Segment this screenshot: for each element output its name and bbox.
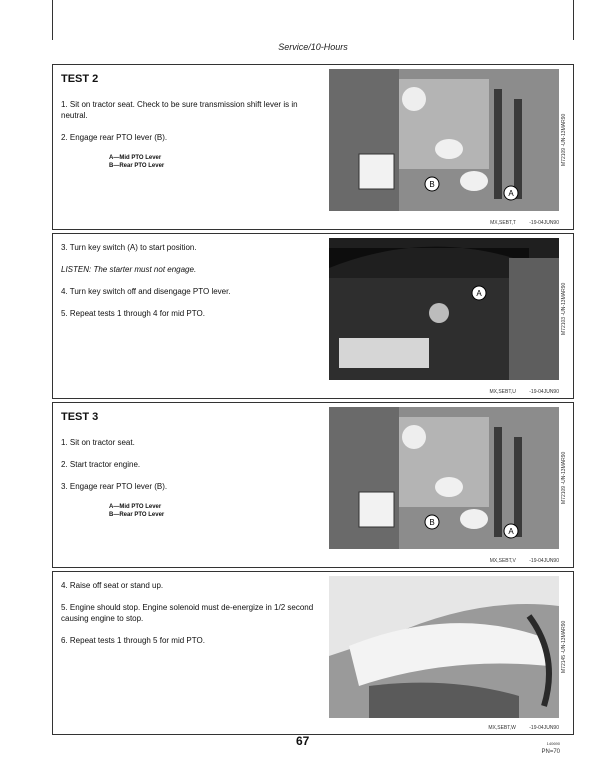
test2-panel-1 bbox=[52, 64, 574, 230]
photo-caption bbox=[478, 558, 559, 564]
page-left-rule bbox=[52, 0, 53, 40]
pto-lever-photo bbox=[329, 69, 559, 211]
photo-side-code: M72103 -UN-13MAR90 bbox=[561, 282, 567, 336]
photo-id: M72145 bbox=[561, 655, 567, 674]
photo-side-code: M72109 -UN-13MAR90 bbox=[561, 451, 567, 505]
legend-item: A—Mid PTO Lever bbox=[109, 155, 162, 161]
callout-a: A bbox=[508, 189, 514, 198]
photo-id: M72109 bbox=[561, 486, 567, 505]
legend bbox=[109, 154, 323, 170]
photo-side-code: M72145 -UN-13MAR90 bbox=[561, 620, 567, 674]
caption-date: -19-04JUN90 bbox=[529, 558, 559, 564]
photo-caption bbox=[478, 220, 559, 226]
caption-code: MX,SEBT,V bbox=[489, 558, 516, 564]
caption-code: MX,SEBT,T bbox=[490, 220, 516, 226]
footer-small-code: 140690 bbox=[546, 741, 560, 746]
callout-b: B bbox=[429, 518, 435, 527]
pto-lever-photo bbox=[329, 407, 559, 549]
step-text: 5. Repeat tests 1 through 4 for mid PTO. bbox=[61, 309, 205, 318]
section-heading: TEST 3 bbox=[61, 411, 99, 423]
footer-codes bbox=[541, 740, 560, 756]
legend-item: B—Rear PTO Lever bbox=[109, 512, 165, 518]
photo-id: M72109 bbox=[561, 148, 567, 167]
step-text: 4. Raise off seat or stand up. bbox=[61, 581, 164, 590]
caption-date: -19-04JUN90 bbox=[529, 389, 559, 395]
key-switch-photo bbox=[329, 238, 559, 380]
step-text: 6. Repeat tests 1 through 5 for mid PTO. bbox=[61, 636, 205, 645]
legend-item: A—Mid PTO Lever bbox=[109, 504, 162, 510]
page-number: 67 bbox=[296, 734, 310, 748]
page-right-rule bbox=[573, 0, 574, 40]
legend-item: B—Rear PTO Lever bbox=[109, 163, 165, 169]
photo-id: M72103 bbox=[561, 317, 567, 336]
step-text: 2. Engage rear PTO lever (B). bbox=[61, 133, 168, 142]
section-heading: TEST 2 bbox=[61, 73, 99, 85]
caption-date: -19-04JUN90 bbox=[529, 220, 559, 226]
photo-side-code: M72109 -UN-13MAR90 bbox=[561, 113, 567, 167]
operator-seat-photo bbox=[329, 576, 559, 718]
step-text: 2. Start tractor engine. bbox=[61, 460, 141, 469]
test3-panel-2 bbox=[52, 571, 574, 735]
test3-panel-1 bbox=[52, 402, 574, 568]
listen-note: LISTEN: The starter must not engage. bbox=[61, 265, 197, 274]
step-text: 4. Turn key switch off and disengage PTO lever. bbox=[61, 287, 231, 296]
caption-code: MX,SEBT,U bbox=[489, 389, 516, 395]
step-text: 5. Engine should stop. Engine solenoid must de-energize in 1/2 second causing engine to stop. bbox=[61, 603, 314, 623]
step-text: 3. Turn key switch (A) to start position. bbox=[61, 243, 197, 252]
pn-code: PN=70 bbox=[541, 749, 560, 755]
step-text: 1. Sit on tractor seat. bbox=[61, 438, 135, 447]
caption-code: MX,SEBT,W bbox=[488, 725, 516, 731]
test2-panel-2 bbox=[52, 233, 574, 399]
callout-b: B bbox=[429, 180, 435, 189]
callout-a: A bbox=[508, 527, 514, 536]
callout-a: A bbox=[476, 289, 482, 298]
step-text: 1. Sit on tractor seat. Check to be sure transmission shift lever is in neutral. bbox=[61, 100, 298, 120]
page-header: Service/10-Hours bbox=[278, 42, 348, 52]
caption-date: -19-04JUN90 bbox=[529, 725, 559, 731]
step-text: 3. Engage rear PTO lever (B). bbox=[61, 482, 168, 491]
photo-caption bbox=[476, 725, 559, 731]
photo-caption bbox=[477, 389, 559, 395]
legend bbox=[109, 503, 323, 519]
